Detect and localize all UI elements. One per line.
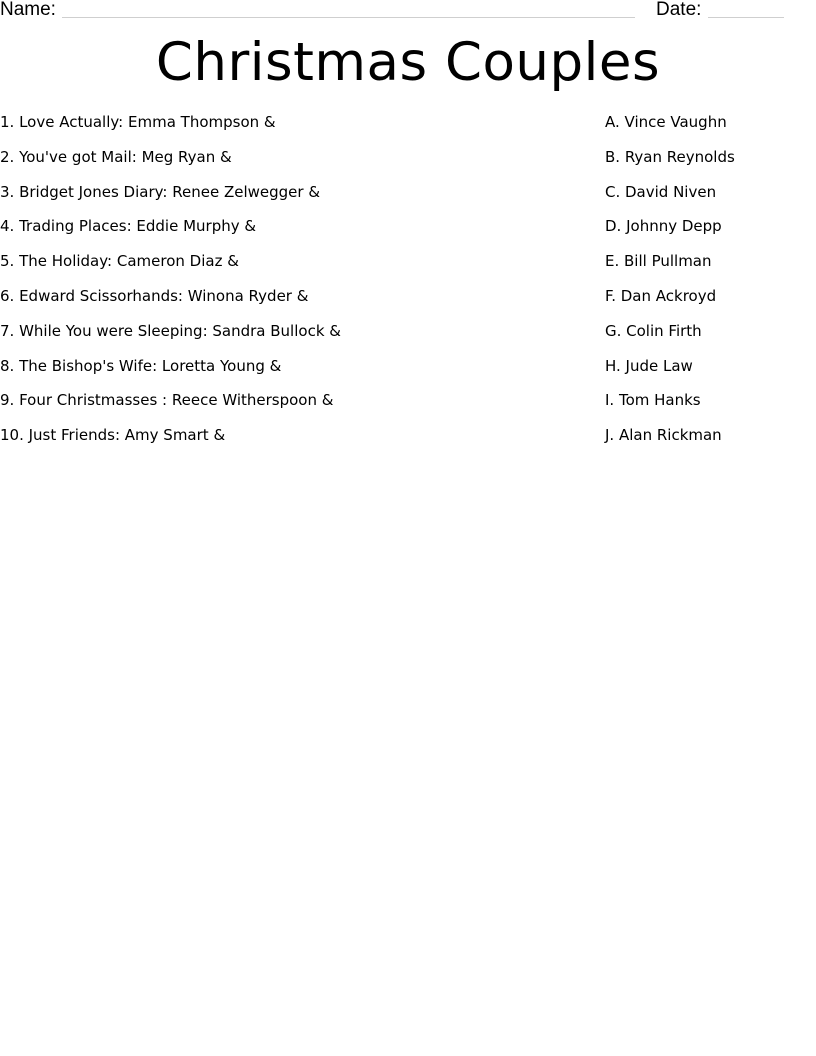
answer-item: G. Colin Firth [605,321,702,340]
clue-item: 8. The Bishop's Wife: Loretta Young & [0,356,282,375]
clue-item: 2. You've got Mail: Meg Ryan & [0,147,232,166]
clue-item: 9. Four Christmasses : Reece Witherspoon & [0,391,334,410]
clue-item: 10. Just Friends: Amy Smart & [0,426,226,445]
clue-item: 7. While You were Sleeping: Sandra Bullock & [0,321,341,340]
clue-item: 3. Bridget Jones Diary: Renee Zelwegger & [0,182,321,201]
answer-item: I. Tom Hanks [605,391,701,410]
page-title: Christmas Couples [155,32,661,93]
answer-item: B. Ryan Reynolds [605,147,735,166]
name-blank-line[interactable] [62,17,635,18]
clue-list [0,112,560,460]
answer-list [605,112,810,460]
worksheet-header [0,0,816,24]
clue-item: 5. The Holiday: Cameron Diaz & [0,252,239,271]
clue-item: 6. Edward Scissorhands: Winona Ryder & [0,286,309,305]
clue-item: 4. Trading Places: Eddie Murphy & [0,217,257,236]
answer-item: D. Johnny Depp [605,217,722,236]
date-blank-line[interactable] [708,17,784,18]
answer-item: C. David Niven [605,182,717,201]
name-label: Name: [0,0,56,20]
answer-item: E. Bill Pullman [605,252,712,271]
clue-item: 1. Love Actually: Emma Thompson & [0,113,276,131]
date-label: Date: [656,0,702,20]
answer-item: H. Jude Law [605,356,693,375]
answer-item: A. Vince Vaughn [605,113,727,131]
answer-item: F. Dan Ackroyd [605,286,717,305]
answer-item: J. Alan Rickman [605,426,722,445]
